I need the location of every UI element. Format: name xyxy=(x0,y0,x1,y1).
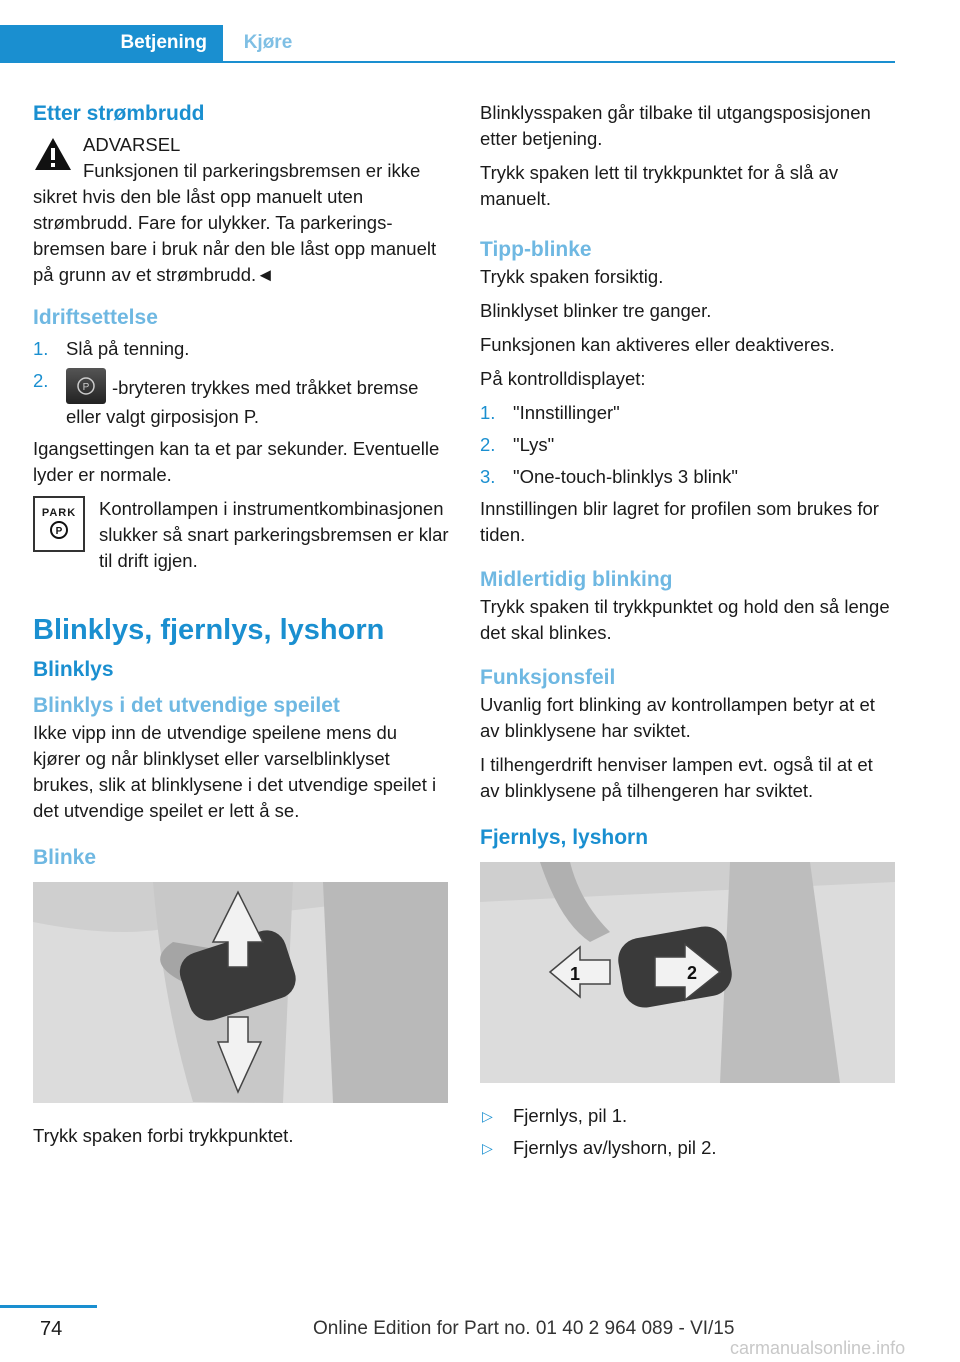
heading-blinklys: Blinklys xyxy=(33,658,114,681)
left-column xyxy=(33,100,449,1157)
footer-divider xyxy=(0,1305,97,1308)
warning-block xyxy=(33,132,449,288)
turn-signal-stalk-image xyxy=(33,882,448,1103)
warning-text: Funksjonen til parkeringsbremsen er ikke sikret hvis den ble låst opp manuelt uten strømbrudd. Fare for ulykker. Ta parkeringsbremsen bare i bruk når den ble låst opp manuelt på grunn av et strømbrudd.◄ xyxy=(33,160,437,285)
arrow-1-label: 1 xyxy=(569,964,581,984)
watermark: carmanualsonline.info xyxy=(730,1338,906,1358)
step-text: Slå på tenning. xyxy=(66,338,190,359)
step-text: -bryteren trykkes med tråkket bremse eller valgt girposisjon P. xyxy=(66,377,419,427)
paragraph-tipp4: På kontrolldisplayet: xyxy=(480,368,646,389)
right-column xyxy=(480,100,896,1167)
triangle-bullet-icon: ▷ xyxy=(482,1140,493,1156)
list-item xyxy=(33,336,449,362)
heading-etter-stromb: Etter strømbrudd xyxy=(33,102,205,125)
step-text: "One-touch-blinklys 3 blink" xyxy=(513,466,738,487)
step-number: 1. xyxy=(33,338,49,359)
step-number: 2. xyxy=(480,434,496,455)
list-item xyxy=(480,1135,896,1161)
paragraph-midlertidig: Trykk spaken til trykkpunktet og hold den så lenge det skal blinkes. xyxy=(480,596,890,643)
park-label: PARK xyxy=(41,507,77,519)
bullet-list xyxy=(480,1103,896,1161)
tab-kjore[interactable]: Kjøre xyxy=(243,32,293,53)
paragraph-tipp1: Trykk spaken forsiktig. xyxy=(480,266,664,287)
warning-label: ADVARSEL xyxy=(83,134,181,155)
steps-list xyxy=(33,336,449,430)
heading-main: Blinklys, fjernlys, lyshorn xyxy=(33,614,385,646)
tab-betjening[interactable]: Betjening xyxy=(0,25,223,61)
warning-triangle-icon xyxy=(33,136,73,172)
heading-speil: Blinklys i det utvendige speilet xyxy=(33,694,340,717)
paragraph-kontrollampe: Kontrollampen i instrumentkombinasjonen slukker så snart parkeringsbremsen er klar til drift igjen. xyxy=(99,498,449,571)
list-item xyxy=(33,368,449,430)
heading-fjernlys: Fjernlys, lyshorn xyxy=(480,826,649,849)
paragraph-tipp2: Blinklyset blinker tre ganger. xyxy=(480,300,712,321)
heading-blinke: Blinke xyxy=(33,846,97,869)
paragraph-speil: Ikke vipp inn de utvendige speilene mens du kjører og når blinklyset eller varselblinklyset brukes, slik at blinklysene i det utvendige speilet i det utvendige speilet er lett å se. xyxy=(33,722,437,821)
bullet-text: Fjernlys, pil 1. xyxy=(513,1105,628,1126)
paragraph-trykk: Trykk spaken forbi trykkpunktet. xyxy=(33,1125,294,1146)
list-item xyxy=(480,464,896,490)
paragraph-innstilling: Innstillingen blir lagret for profilen som brukes for tiden. xyxy=(480,498,879,545)
paragraph-tipp3: Funksjonen kan aktiveres eller deaktiveres. xyxy=(480,334,835,355)
svg-text:P: P xyxy=(82,382,90,393)
step-number: 2. xyxy=(33,370,49,391)
paragraph-igangsetting: Igangsettingen kan ta et par sekunder. Eventuelle lyder er normale. xyxy=(33,438,440,485)
heading-idriftsettelse: Idriftsettelse xyxy=(33,306,158,329)
step-text: "Innstillinger" xyxy=(513,402,620,423)
paragraph-tilbake: Blinklysspaken går tilbake til utgangsposisjonen etter betjening. xyxy=(480,102,871,149)
svg-text:P: P xyxy=(55,526,63,537)
heading-tipp: Tipp-blinke xyxy=(480,238,592,261)
parking-brake-button-icon xyxy=(66,368,106,404)
park-indicator-icon xyxy=(33,496,85,552)
high-beam-stalk-image xyxy=(480,862,895,1083)
paragraph-feil2: I tilhengerdrift henviser lampen evt. også til at et av blinklysene på tilhengeren har sviktet. xyxy=(480,754,873,801)
step-text: "Lys" xyxy=(513,434,555,455)
paragraph-lett: Trykk spaken lett til trykkpunktet for å slå av manuelt. xyxy=(480,162,839,209)
list-item xyxy=(480,400,896,426)
heading-midlertidig: Midlertidig blinking xyxy=(480,568,673,591)
edition-text: Online Edition for Part no. 01 40 2 964 089 - VI/15 xyxy=(313,1318,735,1339)
step-number: 1. xyxy=(480,402,496,423)
triangle-bullet-icon: ▷ xyxy=(482,1108,493,1124)
menu-steps-list xyxy=(480,400,896,490)
arrow-2-label: 2 xyxy=(686,963,698,983)
paragraph-feil1: Uvanlig fort blinking av kontrollampen betyr at et av blinklysene har sviktet. xyxy=(480,694,875,741)
park-indicator-row xyxy=(33,496,449,582)
step-number: 3. xyxy=(480,466,496,487)
bullet-text: Fjernlys av/lyshorn, pil 2. xyxy=(513,1137,717,1158)
heading-funksjonsfeil: Funksjonsfeil xyxy=(480,666,616,689)
tab-bar xyxy=(0,25,895,63)
page-number: 74 xyxy=(40,1318,63,1340)
list-item xyxy=(480,1103,896,1129)
list-item xyxy=(480,432,896,458)
